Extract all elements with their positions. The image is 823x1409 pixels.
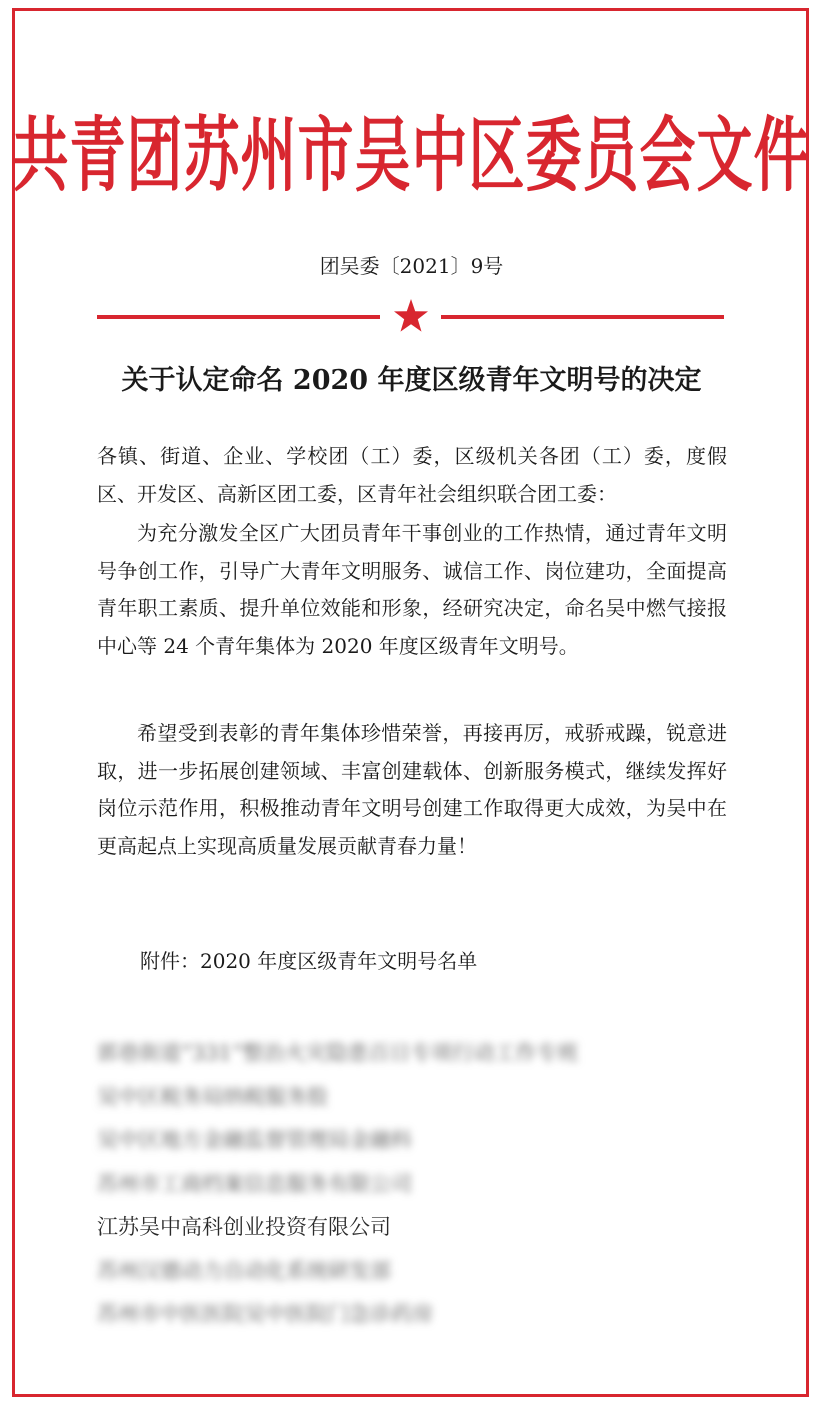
recipients-paragraph: 各镇、街道、企业、学校团（工）委，区级机关各团（工）委，度假区、开发区、高新区团工委，区青年社会组织联合团工委： — [97, 444, 727, 506]
list-item: 苏州市中医医院吴中医院门急诊药房 — [97, 1302, 433, 1326]
list-item: 苏州汉德动力自动化系统研发部 — [97, 1258, 391, 1283]
document-number: 团吴委〔2021〕9号 — [319, 254, 504, 278]
list-item: 苏州市工商档案信息服务有限公司 — [97, 1171, 412, 1196]
decision-paragraph-2: 希望受到表彰的青年集体珍惜荣誉，再接再厉，戒骄戒躁，锐意进取，进一步拓展创建领域、丰富创建载体、创新服务模式，继续发挥好岗位示范作用，积极推动青年文明号创建工作取得更大成效，为吴中在更高起点上实现高质量发展贡献青春力量！ — [97, 721, 727, 858]
header-divider-left — [97, 315, 380, 319]
list-item: 吴中区税务局纳税服务股 — [97, 1084, 328, 1109]
red-star-icon — [393, 298, 429, 334]
document-header-title: 共青团苏州市吴中区委员会文件 — [12, 107, 811, 204]
list-item: 郭巷街道“331”整治火灾隐患百日专项行动工作专班 — [97, 1041, 579, 1065]
list-item: 江苏吴中高科创业投资有限公司 — [97, 1215, 391, 1239]
honoree-list — [97, 1032, 579, 1337]
list-item: 吴中区地方金融监督管理局金融科 — [97, 1128, 412, 1152]
decision-paragraph-1: 为充分激发全区广大团员青年干事创业的工作热情，通过青年文明号争创工作，引导广大青年文明服务、诚信工作、岗位建功，全面提高青年职工素质、提升单位效能和形象，经研究决定，命名吴中燃气接报中心等 24 个青年集体为 2020 年度区级青年文明号。 — [97, 521, 727, 658]
decision-title: 关于认定命名 2020 年度区级青年文明号的决定 — [121, 365, 702, 396]
attachment-label: 附件：2020 年度区级青年文明号名单 — [140, 949, 478, 973]
header-divider-right — [441, 315, 724, 319]
